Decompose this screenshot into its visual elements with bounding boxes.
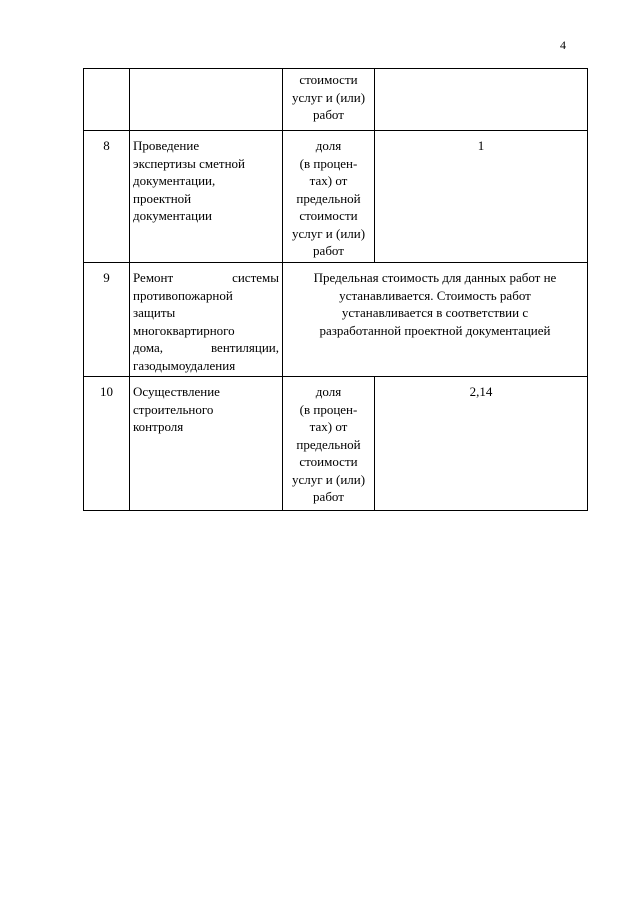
name-word: системы — [232, 270, 279, 285]
unit-line: стоимости — [299, 208, 358, 223]
value-cell — [375, 69, 588, 131]
unit-line: предельной — [296, 436, 361, 452]
row-number-cell: 9 — [84, 263, 130, 377]
note-line: устанавливается в соответствии с — [341, 305, 529, 320]
name-line: экспертизы сметной — [133, 155, 246, 171]
value-cell: 1 — [375, 131, 588, 263]
unit-line: работ — [313, 243, 344, 258]
unit-line: доля — [315, 384, 342, 399]
work-name-cell — [130, 377, 283, 511]
name-line: проектной — [133, 190, 192, 206]
unit-line: (в процен- — [299, 401, 358, 417]
name-line: защиты — [133, 305, 176, 320]
table-row — [84, 69, 588, 131]
name-line: документации, — [133, 173, 216, 188]
unit-line: доля — [315, 138, 342, 153]
unit-line: стоимости — [299, 454, 358, 469]
name-word: дома, — [133, 340, 164, 355]
work-name-cell — [130, 69, 283, 131]
name-line: Проведение — [133, 138, 200, 153]
unit-line: (в процен- — [299, 155, 358, 171]
unit-line: тах) от — [309, 173, 348, 188]
cost-table — [83, 68, 588, 511]
name-line: противопожарной — [133, 287, 233, 303]
unit-line: работ — [313, 107, 344, 122]
unit-line: услуг и (или) — [291, 471, 366, 487]
name-line: Осуществление — [133, 384, 220, 399]
name-word: вентиляции, — [210, 340, 279, 355]
name-line — [133, 339, 279, 357]
name-line — [133, 269, 279, 287]
page-number: 4 — [560, 38, 566, 52]
work-name-cell — [130, 263, 283, 377]
work-name-cell — [130, 131, 283, 263]
name-line: многоквартирного — [133, 322, 235, 338]
unit-line: стоимости — [299, 72, 358, 87]
table-row — [84, 131, 588, 263]
name-line: строительного — [133, 401, 214, 417]
note-cell — [283, 263, 588, 377]
unit-line: услуг и (или) — [291, 225, 366, 241]
unit-line: тах) от — [309, 419, 348, 434]
row-number-cell — [84, 69, 130, 131]
value-cell: 2,14 — [375, 377, 588, 511]
name-line: газодымоудаления — [133, 357, 236, 373]
name-word: Ремонт — [133, 270, 174, 285]
unit-line: работ — [313, 489, 344, 504]
row-number-cell: 8 — [84, 131, 130, 263]
note-line: Предельная стоимость для данных работ не — [313, 270, 557, 285]
table-row — [84, 263, 588, 377]
note-line: устанавливается. Стоимость работ — [339, 287, 531, 303]
unit-cell — [283, 131, 375, 263]
unit-line: услуг и (или) — [291, 89, 366, 105]
unit-line: предельной — [296, 190, 361, 206]
row-number-cell: 10 — [84, 377, 130, 511]
name-line: документации — [133, 208, 213, 223]
unit-cell — [283, 377, 375, 511]
unit-cell — [283, 69, 375, 131]
note-line: разработанной проектной документацией — [319, 322, 551, 338]
table-row — [84, 377, 588, 511]
name-line: контроля — [133, 419, 184, 434]
